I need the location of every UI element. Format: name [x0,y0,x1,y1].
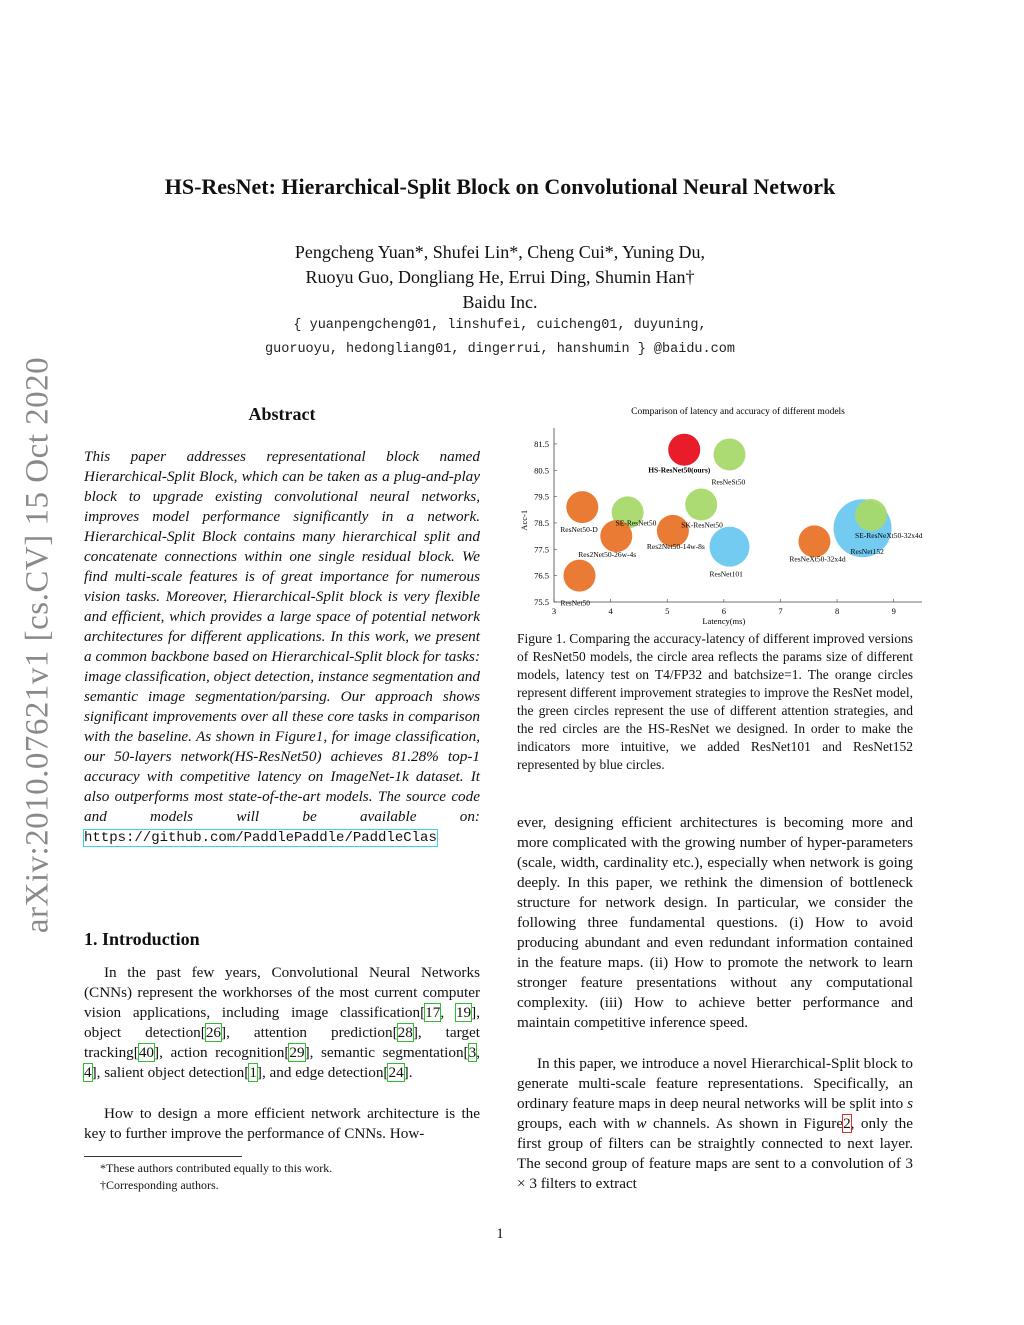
footnote-divider [84,1156,242,1157]
abstract-body [84,447,480,848]
citation-link[interactable]: 24 [388,1064,404,1081]
footnote-1: *These authors contributed equally to this work. [100,1161,333,1175]
point-label: HS-ResNet50(ours) [648,465,711,475]
intro-text: ], and edge detection[ [256,1064,389,1081]
citation-link[interactable]: 4 [84,1064,92,1081]
data-point [668,434,700,466]
y-tick-label: 78.5 [534,517,549,528]
y-tick-label: 75.5 [534,597,549,607]
data-point [855,499,887,531]
x-tick-label: 4 [608,606,613,616]
emails-line-2: guoruoyu, hedongliang01, dingerrui, hanshumin } @baidu.com [265,342,735,357]
x-tick-label: 7 [778,606,783,616]
y-tick-label: 80.5 [534,465,549,476]
data-point [714,438,746,470]
intro-text: , only the first group of filters can be straightly connected to next layer. The second group of feature maps are sent to a convolution of 3 × 3 filters to extract [517,1115,913,1192]
intro-text: In this paper, we introduce a novel Hierarchical-Split block to generate multi-scale feature representations. Specifically, an ordinary feature maps in deep neural networks will be split into [517,1055,913,1112]
x-tick-label: 8 [834,606,840,616]
intro-paragraph-3 [517,1054,913,1194]
intro-text: groups, each with [517,1115,637,1132]
point-label: ResNeSt50 [711,477,746,487]
y-tick-label: 76.5 [534,570,549,581]
abstract-text: This paper addresses representational block named Hierarchical-Split Block, which can be taken as a plug-and-play block to upgrade existing convolutional neural networks, improves model performance significantly in a network. Hierarchical-Split Block contains many hierarchical split and concatenate connections within one single residual block. We find multi-scale features is of great importance for numerous vision tasks. Moreover, Hierarchical-Split block is very flexible and efficient, which provides a large space of potential network architectures for different applications. In this work, we present a common backbone based on Hierarchical-Split block for tasks: image classification, object detection, instance segmentation and semantic image segmentation/parsing. Our approach shows significant improvements over all these core tasks in comparison with the baseline. As shown in Figure1, for image classification, our 50-layers network(HS-ResNet50) achieves 81.28% top-1 accuracy with competitive latency on ImageNet-1k dataset. It also outperforms most state-of-the-art models. The source code and models will be available on: [84,448,480,825]
citation-link[interactable]: 40 [138,1044,155,1061]
point-label: Res2Net50-26w-4s [578,550,637,560]
arxiv-stamp: arXiv:2010.07621v1 [cs.CV] 15 Oct 2020 [19,356,56,934]
intro-text: ], action recognition[ [154,1044,290,1061]
point-label: ResNeXt50-32x4d [789,554,846,564]
intro-heading: 1. Introduction [84,929,200,949]
x-tick-label: 9 [891,606,896,616]
data-point [566,491,598,523]
email-block [0,314,1000,362]
data-point [798,525,830,557]
citation-link[interactable]: 3 [468,1044,477,1061]
abstract-heading: Abstract [248,404,316,424]
paper-title: HS-ResNet: Hierarchical-Split Block on Convolutional Neural Network [164,174,836,199]
figure-1-caption: Figure 1. Comparing the accuracy-latency of different improved versions of ResNet50 models, the circle area reflects the params size of different models, latency test on T4/FP32 and batchsize=1. The orange circles represent different improvement strategies to improve the ResNet model, the green circles represent the use of different attention strategies, and the red circles are the HS-ResNet we designed. In order to make the indicators more intuitive, we added ResNet101 and ResNet152 represented by blue circles. [517,631,913,772]
y-axis-label: Acc-1 [519,509,529,531]
intro-text: ], target tracking[ [84,1024,480,1061]
point-label: SE-ResNet50 [615,518,657,528]
point-label: ResNet50-D [560,525,598,535]
intro-text: channels. As shown in Figure [646,1115,844,1132]
intro-text: ], semantic segmentation[ [304,1044,469,1061]
data-point [710,527,750,567]
intro-text: ]. [403,1064,413,1081]
page-number: 1 [496,1226,504,1242]
footnotes [84,1160,484,1194]
point-label: Res2Net50-14w-8s [646,541,705,551]
point-label: SE-ResNeXt50-32x4d [855,531,923,541]
citation-link[interactable]: 19 [455,1004,472,1021]
y-tick-label: 77.5 [534,544,549,555]
variable-w: w [636,1115,647,1132]
source-code-link[interactable]: https://github.com/PaddlePaddle/PaddleClas [84,830,437,846]
footnote-2: †Corresponding authors. [100,1178,219,1192]
chart-title: Comparison of latency and accuracy of different models [631,407,845,417]
x-tick-label: 3 [551,606,557,616]
citation-link[interactable]: 17 [425,1004,441,1021]
data-point [563,560,595,592]
citation-link[interactable]: 29 [289,1044,305,1061]
variable-s: s [907,1095,913,1112]
author-block [0,240,1000,315]
intro-paragraph-2-left: How to design a more efficient network architecture is the key to further improve the performance of CNNs. How- [84,1105,480,1142]
y-tick-label: 81.5 [534,438,549,449]
intro-text: ], salient object detection[ [91,1064,250,1081]
intro-text: ], attention prediction[ [221,1024,398,1041]
x-axis-label: Latency(ms) [702,616,746,626]
intro-text: ], object detection[ [84,1004,480,1041]
citation-link[interactable]: 28 [397,1024,413,1041]
authors-line-1: Pengcheng Yuan*, Shufei Lin*, Cheng Cui*, Yuning Du, [294,242,706,262]
y-tick-label: 79.5 [534,491,549,502]
authors-line-2: Ruoyu Guo, Dongliang He, Errui Ding, Shumin Han† [305,267,695,287]
latency-accuracy-chart [517,400,927,628]
point-label: ResNet152 [850,547,884,557]
point-label: ResNet101 [709,569,743,579]
data-point [685,489,717,521]
figure-link[interactable]: 2 [843,1115,851,1132]
emails-line-1: { yuanpengcheng01, linshufei, cuicheng01, duyuning, [293,318,707,333]
citation-link[interactable]: 26 [205,1024,222,1041]
intro-paragraph-1: In the past few years, Convolutional Neural Networks (CNNs) represent the workhorses of the most current computer vision applications, including image classification[17, 19], object detection[26], attention prediction[28], target tracking[40], action recognition[29], semantic segmentation[3, 4], salient object detection[1], and edge detection[24]. [84,964,480,1081]
x-tick-label: 5 [665,606,670,616]
citation-link[interactable]: 1 [249,1064,257,1081]
x-tick-label: 6 [721,606,726,616]
affiliation: Baidu Inc. [462,292,538,312]
point-label: SK-ResNet50 [681,520,723,530]
intro-text: In the past few years, Convolutional Neural Networks (CNNs) represent the workhorses of the most current computer vision applications, including image classification[ [84,964,480,1021]
intro-paragraph-2-right: ever, designing efficient architectures is becoming more and more complicated with the growing number of hyper-parameters (scale, width, cardinality etc.), especially when network is going deeply. In this paper, we rethink the dimension of bottleneck structure for network design. In particular, we consider the following three fundamental questions. (i) How to avoid producing abundant and even redundant information contained in the feature maps. (ii) How to promote the network to learn stronger feature presentations without any computational complexity. (iii) How to achieve better performance and maintain competitive inference speed. [517,814,913,1031]
point-label: ResNet50 [560,598,591,608]
